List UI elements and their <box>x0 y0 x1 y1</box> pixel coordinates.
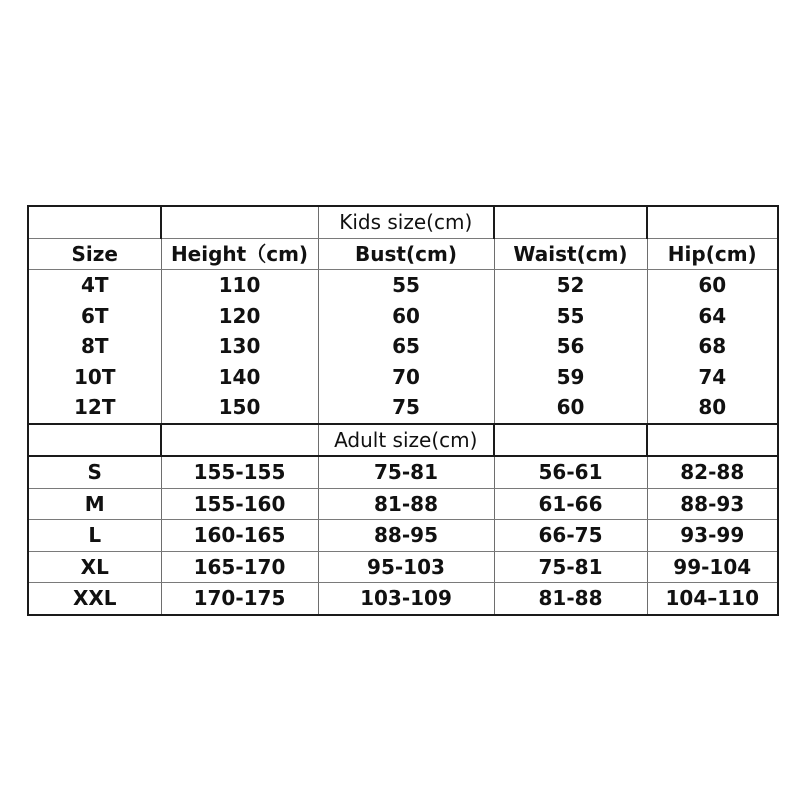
waist-cell: 56-61 <box>494 456 647 488</box>
kids-section-title: Kids size(cm) <box>318 206 494 238</box>
size-cell: XL <box>28 551 161 583</box>
height-cell: 160-165 <box>161 520 318 552</box>
waist-cell: 75-81 <box>494 551 647 583</box>
height-cell: 110 <box>161 270 318 301</box>
empty-cell <box>647 424 778 457</box>
adult-section-title: Adult size(cm) <box>318 424 494 457</box>
height-cell: 170-175 <box>161 583 318 615</box>
size-cell: XXL <box>28 583 161 615</box>
waist-cell: 59 <box>494 362 647 393</box>
empty-cell <box>161 206 318 238</box>
waist-cell: 61-66 <box>494 488 647 520</box>
hip-cell: 82-88 <box>647 456 778 488</box>
waist-cell: 52 <box>494 270 647 301</box>
hip-cell: 74 <box>647 362 778 393</box>
height-cell: 155-160 <box>161 488 318 520</box>
table-row <box>28 331 778 362</box>
hip-cell: 99-104 <box>647 551 778 583</box>
height-cell: 165-170 <box>161 551 318 583</box>
size-chart-table <box>27 205 779 616</box>
size-cell: 4T <box>28 270 161 301</box>
height-cell: 130 <box>161 331 318 362</box>
hip-cell: 68 <box>647 331 778 362</box>
header-waist: Waist(cm) <box>494 238 647 270</box>
bust-cell: 88-95 <box>318 520 494 552</box>
adult-section-row <box>28 424 778 457</box>
table-row <box>28 488 778 520</box>
waist-cell: 66-75 <box>494 520 647 552</box>
size-cell: S <box>28 456 161 488</box>
table-row <box>28 301 778 332</box>
empty-cell <box>28 206 161 238</box>
bust-cell: 60 <box>318 301 494 332</box>
hip-cell: 60 <box>647 270 778 301</box>
bust-cell: 55 <box>318 270 494 301</box>
height-cell: 140 <box>161 362 318 393</box>
size-cell: 12T <box>28 392 161 424</box>
size-cell: M <box>28 488 161 520</box>
hip-cell: 93-99 <box>647 520 778 552</box>
table-row <box>28 270 778 301</box>
empty-cell <box>28 424 161 457</box>
kids-section-row <box>28 206 778 238</box>
table-row <box>28 551 778 583</box>
size-cell: L <box>28 520 161 552</box>
bust-cell: 75-81 <box>318 456 494 488</box>
hip-cell: 64 <box>647 301 778 332</box>
size-cell: 10T <box>28 362 161 393</box>
header-hip: Hip(cm) <box>647 238 778 270</box>
bust-cell: 103-109 <box>318 583 494 615</box>
table-row <box>28 456 778 488</box>
waist-cell: 81-88 <box>494 583 647 615</box>
table-row <box>28 392 778 424</box>
hip-cell: 88-93 <box>647 488 778 520</box>
hip-cell: 80 <box>647 392 778 424</box>
hip-cell: 104–110 <box>647 583 778 615</box>
height-cell: 155-155 <box>161 456 318 488</box>
empty-cell <box>494 424 647 457</box>
table-row <box>28 362 778 393</box>
header-size: Size <box>28 238 161 270</box>
empty-cell <box>647 206 778 238</box>
waist-cell: 56 <box>494 331 647 362</box>
waist-cell: 55 <box>494 301 647 332</box>
waist-cell: 60 <box>494 392 647 424</box>
bust-cell: 75 <box>318 392 494 424</box>
header-bust: Bust(cm) <box>318 238 494 270</box>
height-cell: 150 <box>161 392 318 424</box>
table-row <box>28 520 778 552</box>
header-row <box>28 238 778 270</box>
bust-cell: 81-88 <box>318 488 494 520</box>
header-height: Height（cm) <box>161 238 318 270</box>
size-cell: 6T <box>28 301 161 332</box>
size-cell: 8T <box>28 331 161 362</box>
bust-cell: 70 <box>318 362 494 393</box>
empty-cell <box>161 424 318 457</box>
empty-cell <box>494 206 647 238</box>
bust-cell: 95-103 <box>318 551 494 583</box>
bust-cell: 65 <box>318 331 494 362</box>
height-cell: 120 <box>161 301 318 332</box>
table-row <box>28 583 778 615</box>
